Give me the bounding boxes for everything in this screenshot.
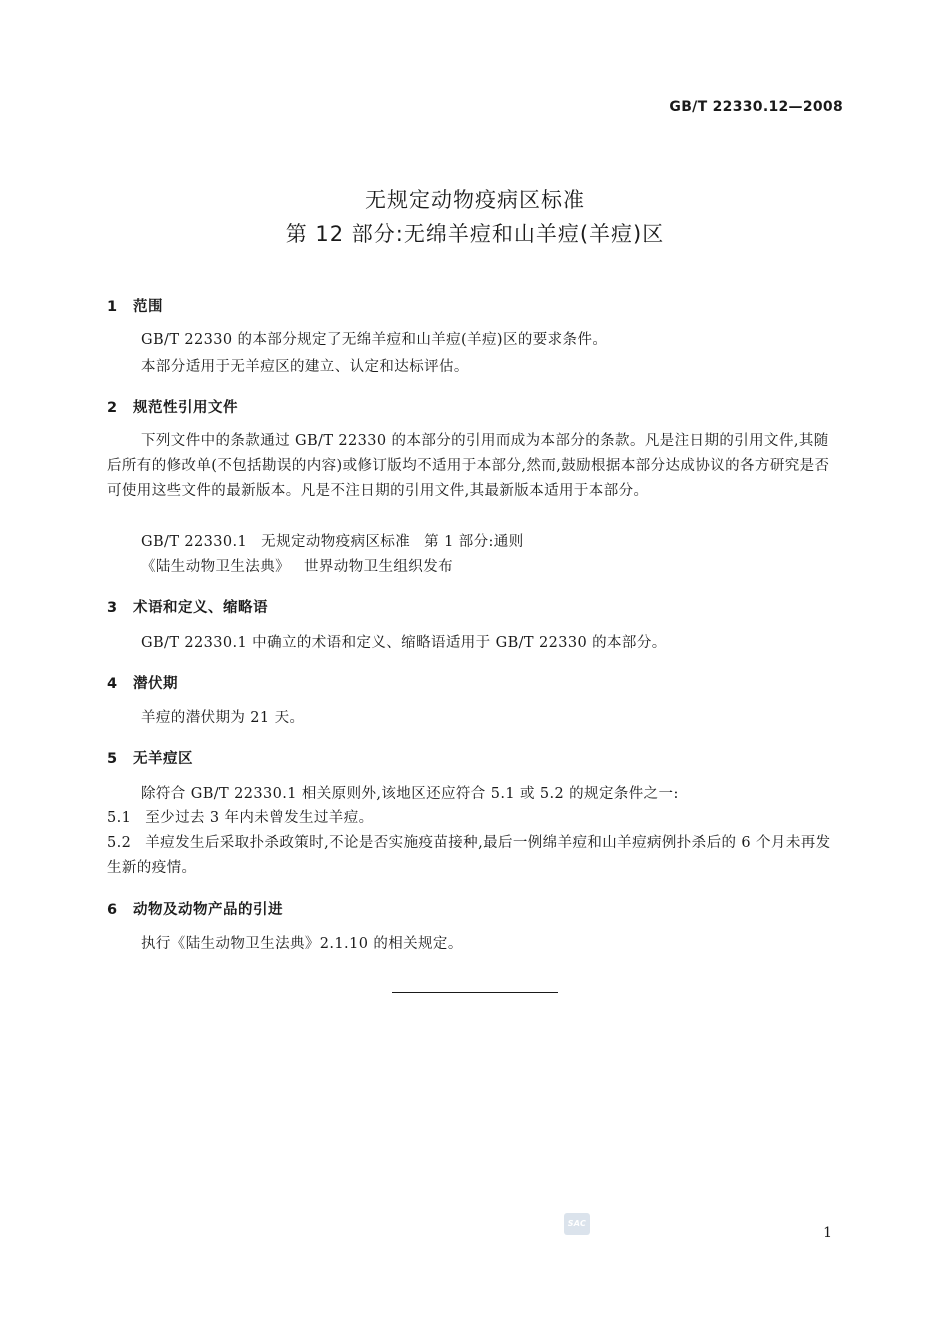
section-1-number: 1 (107, 299, 118, 315)
reference-1-code: GB/T 22330.1 (141, 534, 248, 550)
page-number: 1 (823, 1225, 832, 1241)
section-6-title: 动物及动物产品的引进 (133, 902, 283, 918)
clause-5-2-text: 羊痘发生后采取扑杀政策时,不论是否实施疫苗接种,最后一例绵羊痘和山羊痘病例扑杀后的 6 个月未再发生新的疫情。 (107, 835, 831, 876)
reference-2-title: 《陆生动物卫生法典》 (141, 559, 290, 575)
sac-logo-icon: SAC (564, 1213, 590, 1235)
section-5-title: 无羊痘区 (133, 751, 193, 767)
section-6-heading (107, 898, 283, 919)
section-3-title: 术语和定义、缩略语 (133, 600, 268, 616)
document-title: 无规定动物疫病区标准 (365, 188, 585, 212)
section-1-heading (107, 295, 163, 316)
section-4-number: 4 (107, 676, 118, 692)
section-4-paragraph-1: 羊痘的潜伏期为 21 天。 (141, 710, 305, 726)
section-5-paragraph-1: 除符合 GB/T 22330.1 相关原则外,该地区还应符合 5.1 或 5.2 的规定条件之一: (141, 786, 679, 802)
section-3-paragraph-1: GB/T 22330.1 中确立的术语和定义、缩略语适用于 GB/T 22330 的本部分。 (141, 635, 667, 651)
clause-5-2-number: 5.2 (107, 835, 132, 851)
clause-5-1-text: 至少过去 3 年内未曾发生过羊痘。 (145, 810, 374, 826)
clause-5-1 (107, 806, 374, 831)
section-3-heading (107, 596, 268, 617)
section-1-paragraph-2: 本部分适用于无羊痘区的建立、认定和达标评估。 (141, 359, 469, 375)
section-2-paragraph-1: 下列文件中的条款通过 GB/T 22330 的本部分的引用而成为本部分的条款。凡是注日期的引用文件,其随后所有的修改单(不包括勘误的内容)或修订版均不适用于本部分,然而,鼓励根据本部分达成协议的各方研究是否可使用这些文件的最新版本。凡是不注日期的引用文件,其最新版本适用于本部分。 (107, 433, 830, 499)
section-2-heading (107, 396, 238, 417)
section-6-number: 6 (107, 902, 118, 918)
clause-5-1-number: 5.1 (107, 810, 132, 826)
section-1-title: 范围 (133, 299, 163, 315)
section-1-paragraph-1: GB/T 22330 的本部分规定了无绵羊痘和山羊痘(羊痘)区的要求条件。 (141, 332, 608, 348)
end-of-text-rule (392, 992, 558, 993)
reference-2-org: 世界动物卫生组织发布 (304, 559, 453, 575)
section-2-number: 2 (107, 400, 118, 416)
normative-reference-1 (141, 530, 524, 555)
clause-5-2 (107, 831, 843, 881)
reference-1-part: 第 1 部分:通则 (424, 534, 524, 550)
section-5-number: 5 (107, 751, 118, 767)
standard-number: GB/T 22330.12—2008 (669, 99, 843, 115)
section-5-heading (107, 747, 193, 768)
section-4-title: 潜伏期 (133, 676, 178, 692)
section-4-heading (107, 672, 178, 693)
section-3-number: 3 (107, 600, 118, 616)
reference-1-title: 无规定动物疫病区标准 (261, 534, 411, 550)
section-2-title: 规范性引用文件 (133, 400, 238, 416)
normative-reference-2 (141, 555, 453, 580)
document-subtitle: 第 12 部分:无绵羊痘和山羊痘(羊痘)区 (285, 222, 665, 246)
section-6-paragraph-1: 执行《陆生动物卫生法典》2.1.10 的相关规定。 (141, 936, 463, 952)
